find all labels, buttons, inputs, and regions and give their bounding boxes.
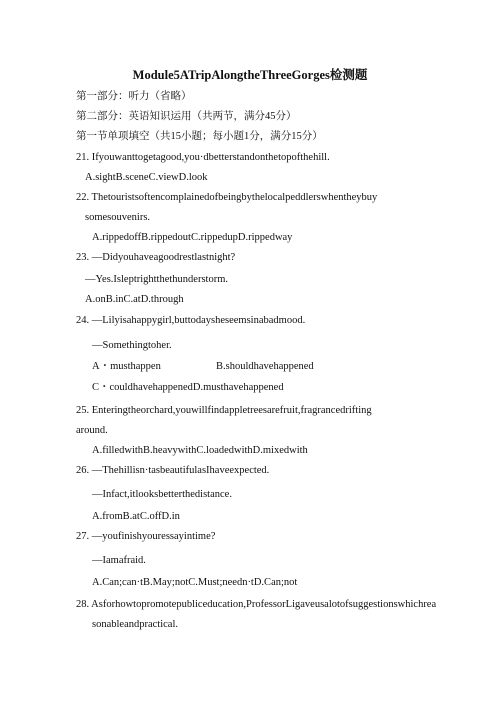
question-27-stem: 27. —youfinishyouressayintime? — [76, 531, 216, 542]
page-title: Module5ATripAlongtheThreeGorges检测题 — [132, 68, 368, 82]
question-26-options: A.fromB.atC.offD.in — [92, 511, 180, 522]
section1-heading: 第一节单项填空（共15小题；每小题1分，满分15分） — [76, 131, 323, 142]
question-22-options: A.rippedoffB.rippedoutC.rippedupD.rippedway — [92, 232, 293, 243]
question-27-options: A.Can;can·tB.May;notC.Must;needn·tD.Can;not — [92, 577, 298, 588]
question-26-stem: 26. —Thehillisn·tasbeautifulasIhaveexpected. — [76, 465, 270, 476]
question-22-stem: 22. Thetouristsoftencomplainedofbeingbythelocalpeddlerswhentheybuy — [76, 192, 378, 203]
question-22-stem-continued: somesouvenirs. — [85, 212, 151, 223]
question-26-dialog: —Infact,itlooksbetterthedistance. — [92, 489, 232, 500]
question-24-options-cd: C・couldhavehappenedD.musthavehappened — [92, 382, 284, 393]
part2-heading: 第二部分：英语知识运用（共两节，满分45分） — [76, 111, 297, 122]
question-28-stem: 28. Asforhowtopromotepubliceducation,ProfessorLigaveusalotofsuggestionswhichrea — [76, 599, 437, 610]
question-24-stem: 24. —Lilyisahappygirl,buttodaysheseemsinabadmood. — [76, 315, 306, 326]
question-23-stem: 23. —Didyouhaveagoodrestlastnight? — [76, 252, 236, 263]
question-25-options: A.filledwithB.heavywithC.loadedwithD.mixedwith — [92, 445, 308, 456]
question-21-stem: 21. Ifyouwanttogetagood,you·dbetterstandonthetopofthehill. — [76, 152, 330, 163]
question-24-option-a: A・musthappen — [92, 361, 161, 372]
question-28-stem-continued: sonableandpractical. — [92, 619, 178, 630]
question-25-stem-continued: around. — [76, 425, 108, 436]
question-24-dialog: —Somethingtoher. — [92, 340, 172, 351]
question-23-dialog: —Yes.Isleptrightthethunderstorm. — [85, 274, 229, 285]
question-27-dialog: —Iamafraid. — [92, 555, 146, 566]
question-21-options: A.sightB.sceneC.viewD.look — [85, 172, 208, 183]
question-23-options: A.onB.inC.atD.through — [85, 294, 184, 305]
question-24-option-b: B.shouldhavehappened — [216, 361, 314, 372]
question-25-stem: 25. Enteringtheorchard,youwillfindappletreesarefruit,fragrancedrifting — [76, 405, 372, 416]
part1-heading: 第一部分：听力（省略） — [76, 91, 192, 102]
